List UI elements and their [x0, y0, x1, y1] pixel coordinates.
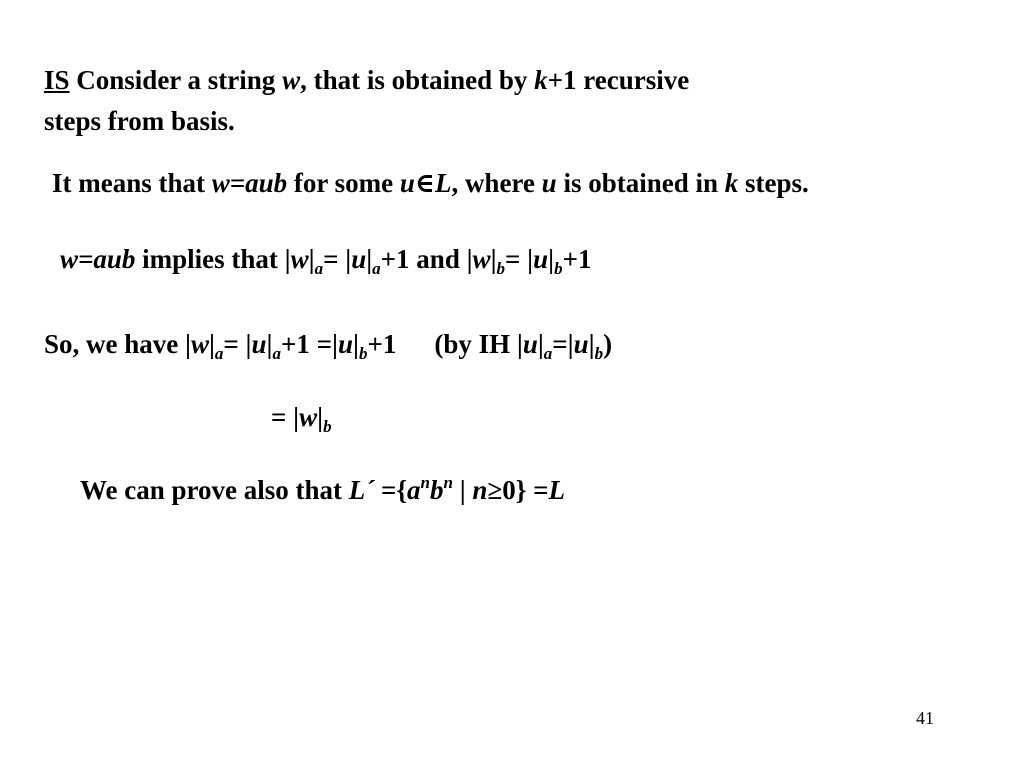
text: =|: [552, 329, 574, 359]
means-line: [52, 170, 809, 197]
var-u: u: [251, 329, 267, 359]
subscript-b: b: [594, 344, 604, 363]
var-k: k: [534, 65, 548, 95]
text: implies that |: [135, 244, 291, 274]
text: +1: [562, 244, 592, 274]
text: |: [452, 475, 473, 505]
equation: w=aub: [211, 168, 288, 198]
subscript-b: b: [496, 259, 506, 278]
text: steps from basis.: [44, 106, 235, 136]
var-a: a: [407, 475, 421, 505]
text: |: [353, 329, 359, 359]
text: ≥0} =: [487, 475, 549, 505]
subscript-a: a: [372, 259, 381, 278]
text: = |: [505, 244, 534, 274]
var-w: w: [472, 244, 491, 274]
var-w: w: [282, 65, 301, 95]
is-label: IS: [44, 65, 70, 95]
text: +1: [367, 329, 397, 359]
text: is obtained in: [556, 168, 725, 198]
var-w: w: [290, 244, 309, 274]
text: for some: [287, 168, 400, 198]
text: ={: [374, 475, 408, 505]
text: |: [490, 244, 497, 274]
var-u: u: [399, 168, 415, 198]
subscript-b: b: [323, 417, 332, 436]
subscript-a: a: [214, 344, 224, 363]
text: |: [317, 402, 324, 432]
var-u: u: [533, 244, 549, 274]
implies-line: [60, 244, 592, 278]
subscript-b: b: [358, 344, 368, 363]
superscript-n: n: [420, 473, 430, 492]
text: , that is obtained by: [300, 65, 535, 95]
subscript-a: a: [314, 259, 324, 278]
var-w: w: [190, 329, 209, 359]
text: , where: [451, 168, 542, 198]
text: = |: [271, 402, 300, 432]
var-u: u: [337, 329, 353, 359]
text: |: [537, 329, 544, 359]
text: |: [266, 329, 273, 359]
prove-line: [80, 473, 566, 505]
text: Consider a string: [69, 65, 283, 95]
is-statement-line-2: [44, 108, 235, 135]
text: steps.: [738, 168, 809, 198]
equals-wb-line: [271, 402, 332, 436]
superscript-n: n: [443, 473, 453, 492]
so-we-have-line: [44, 329, 613, 363]
text: |: [208, 329, 215, 359]
text: +1 and |: [380, 244, 473, 274]
text: ): [603, 329, 613, 359]
var-k: k: [724, 168, 739, 198]
text: |: [588, 329, 595, 359]
var-w: w: [299, 402, 318, 432]
text: It means that: [52, 168, 212, 198]
var-u: u: [351, 244, 367, 274]
var-n: n: [472, 475, 488, 505]
text: |: [548, 244, 555, 274]
page-number: 41: [916, 708, 934, 728]
var-L: L: [548, 475, 566, 505]
text: = |: [223, 329, 252, 359]
subscript-a: a: [543, 344, 553, 363]
var-u: u: [573, 329, 589, 359]
text: We can prove also that: [80, 475, 349, 505]
ih-note: (by IH |: [434, 329, 523, 359]
var-L-prime: L´: [348, 475, 375, 505]
text: |: [366, 244, 373, 274]
var-b: b: [429, 475, 444, 505]
text: +1 =|: [281, 329, 338, 359]
text: +1 recursive: [547, 65, 690, 95]
subscript-a: a: [272, 344, 281, 363]
var-L: L: [434, 168, 452, 198]
var-u: u: [541, 168, 557, 198]
equation: w=aub: [60, 244, 136, 274]
element-of-symbol: ∈: [414, 168, 435, 198]
is-statement-line-1: [44, 67, 689, 94]
text: |: [308, 244, 315, 274]
subscript-b: b: [554, 259, 563, 278]
var-u: u: [522, 329, 538, 359]
text: So, we have |: [44, 329, 191, 359]
text: = |: [323, 244, 352, 274]
